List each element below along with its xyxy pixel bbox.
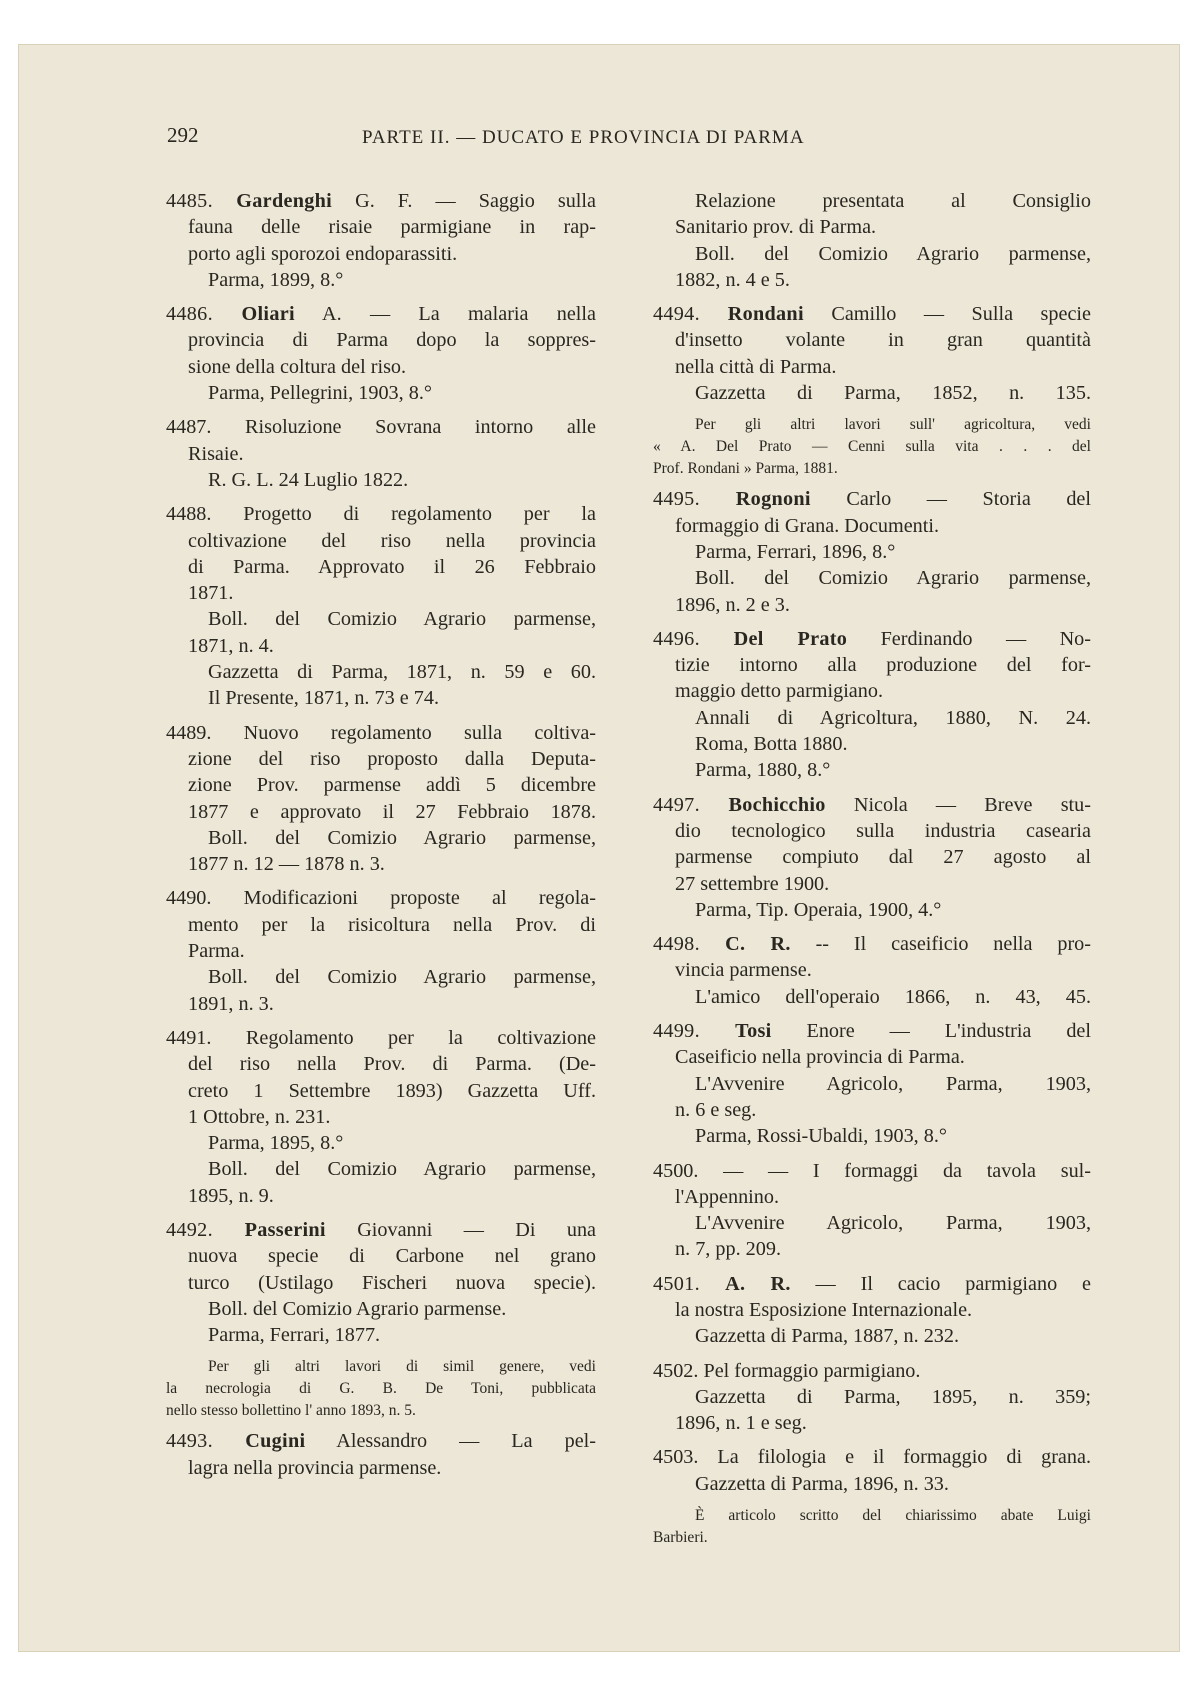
entry-text: 1877 e approvato il 27 Febbraio 1878. — [188, 800, 596, 823]
entry-line — [653, 539, 1091, 565]
entry-text: 1895, n. 9. — [188, 1184, 274, 1207]
entry-line — [653, 1210, 1091, 1236]
entry-number: 4494. — [653, 303, 728, 326]
entry-text: Caseificio nella provincia di Parma. — [675, 1046, 965, 1069]
bibliography-entry — [653, 1018, 1091, 1149]
entry-line — [166, 214, 596, 240]
entry-text: Per gli altri lavori sull' agricoltura, vedi — [695, 416, 1091, 434]
entry-text: la nostra Esposizione Internazionale. — [675, 1298, 973, 1321]
entry-text: Il Presente, 1871, n. 73 e 74. — [208, 687, 439, 710]
entry-line — [166, 1378, 596, 1400]
entry-number: 4501. — [653, 1272, 726, 1295]
bibliography-entry — [653, 486, 1091, 617]
entry-text: Carlo — Storia del — [810, 488, 1091, 511]
entry-text: l'Appennino. — [675, 1185, 780, 1208]
entry-line — [653, 380, 1091, 406]
entry-line — [653, 957, 1091, 983]
entry-number: 4486. — [166, 303, 242, 326]
entry-text: n. 6 e seg. — [675, 1098, 757, 1121]
entry-text: 4489. Nuovo regolamento sulla coltiva- — [166, 721, 596, 744]
entry-line — [166, 528, 596, 554]
entry-number: 4493. — [166, 1430, 246, 1453]
entry-line — [653, 1184, 1091, 1210]
author-name: A. R. — [725, 1272, 791, 1295]
entry-text: nuova specie di Carbone nel grano — [188, 1245, 596, 1268]
author-name: C. R. — [725, 933, 791, 956]
entry-line — [653, 188, 1091, 214]
bibliography-entry — [166, 1025, 596, 1209]
entry-line — [166, 501, 596, 527]
entry-text: dio tecnologico sulla industria casearia — [675, 819, 1091, 842]
entry-line — [166, 772, 596, 798]
entry-line — [653, 1097, 1091, 1123]
author-name: Passerini — [244, 1218, 326, 1241]
entry-text: Parma, 1899, 8.° — [208, 268, 344, 291]
author-name: Tosi — [735, 1020, 772, 1043]
entry-line — [653, 1158, 1091, 1184]
entry-line — [166, 851, 596, 877]
entry-text: vincia parmense. — [675, 959, 812, 982]
entry-text: n. 7, pp. 209. — [675, 1238, 781, 1261]
running-head: PARTE II. — DUCATO E PROVINCIA DI PARMA — [362, 127, 805, 148]
entry-line — [166, 1400, 596, 1422]
entry-text: Camillo — Sulla specie — [803, 303, 1091, 326]
entry-line — [166, 554, 596, 580]
entry-text: Relazione presentata al Consiglio — [695, 190, 1091, 212]
entry-text: zione Prov. parmense addì 5 dicembre — [188, 774, 596, 797]
author-name: Rondani — [727, 303, 804, 326]
entry-text: Roma, Botta 1880. — [695, 733, 848, 756]
entry-text: Boll. del Comizio Agrario parmense, — [208, 826, 596, 849]
bibliography-entry — [653, 1444, 1091, 1497]
entry-text: 4502. Pel formaggio parmigiano. — [653, 1359, 921, 1382]
entry-line — [653, 1505, 1091, 1527]
entry-text: 4503. La filologia e il formaggio di grana. — [653, 1446, 1091, 1469]
entry-line — [166, 1243, 596, 1269]
author-name: Rognoni — [735, 488, 811, 511]
entry-text: porto agli sporozoi endoparassiti. — [188, 242, 458, 265]
entry-text: 1896, n. 2 e 3. — [675, 593, 790, 616]
entry-line — [166, 441, 596, 467]
entry-line — [166, 327, 596, 353]
entry-line — [166, 1183, 596, 1209]
entry-line — [653, 844, 1091, 870]
entry-number: 4498. — [653, 933, 726, 956]
entry-line — [166, 267, 596, 293]
entry-text: — Il cacio parmigiano e — [790, 1272, 1091, 1295]
entry-text: « A. Del Prato — Cenni sulla vita . . . del — [653, 438, 1091, 456]
entry-text: Parma, Rossi-Ubaldi, 1903, 8.° — [695, 1125, 947, 1148]
entry-text: A. — La malaria nella — [294, 303, 596, 326]
entry-text: mento per la risicoltura nella Prov. di — [188, 913, 596, 936]
entry-text: Boll. del Comizio Agrario parmense. — [208, 1297, 507, 1320]
entry-text: Parma, 1880, 8.° — [695, 759, 831, 782]
bibliography-entry — [653, 188, 1091, 293]
entry-line — [166, 1322, 596, 1348]
entry-text: 1877 n. 12 — 1878 n. 3. — [188, 853, 385, 876]
entry-line — [653, 1018, 1091, 1044]
entry-text: Parma, Ferrari, 1877. — [208, 1324, 381, 1347]
entry-text: del riso nella Prov. di Parma. (De- — [188, 1053, 596, 1076]
author-name: Del Prato — [733, 627, 848, 650]
entry-text: 1871. — [188, 582, 234, 605]
entry-line — [166, 1104, 596, 1130]
entry-text: maggio detto parmigiano. — [675, 680, 883, 703]
bibliography-entry — [653, 1358, 1091, 1437]
entry-line — [166, 991, 596, 1017]
entry-text: Parma, Tip. Operaia, 1900, 4.° — [695, 898, 942, 921]
entry-text: 4488. Progetto di regolamento per la — [166, 503, 596, 526]
entry-text: Boll. del Comizio Agrario parmense, — [208, 1158, 596, 1181]
entry-text: È articolo scritto del chiarissimo abate Luigi — [695, 1507, 1091, 1525]
author-name: Bochicchio — [728, 793, 826, 816]
entry-line — [653, 705, 1091, 731]
entry-number: 4499. — [653, 1020, 736, 1043]
entry-text: provincia di Parma dopo la soppres- — [188, 329, 596, 352]
bibliography-entry — [166, 720, 596, 878]
entry-line — [166, 414, 596, 440]
bibliography-entry — [166, 1217, 596, 1348]
entry-text: formaggio di Grana. Documenti. — [675, 514, 940, 537]
entry-text: Boll. del Comizio Agrario parmense, — [208, 966, 596, 989]
entry-line — [166, 1455, 596, 1481]
entry-text: L'Avvenire Agricolo, Parma, 1903, — [695, 1072, 1091, 1095]
entry-line — [166, 1051, 596, 1077]
entry-text: 1896, n. 1 e seg. — [675, 1412, 807, 1435]
entry-line — [166, 188, 596, 214]
entry-text: 1871, n. 4. — [188, 634, 274, 657]
entry-text: Boll. del Comizio Agrario parmense, — [695, 567, 1091, 590]
entry-line — [653, 1358, 1091, 1384]
entry-text: 1891, n. 3. — [188, 992, 274, 1015]
entry-text: -- Il caseificio nella pro- — [790, 933, 1091, 956]
entry-text: Giovanni — Di una — [325, 1218, 596, 1241]
author-name: Oliari — [241, 303, 295, 326]
entry-text: Enore — L'industria del — [771, 1020, 1091, 1043]
entry-line — [653, 1071, 1091, 1097]
entry-line — [166, 720, 596, 746]
entry-text: Nicola — Breve stu- — [825, 793, 1091, 816]
entry-text: Gazzetta di Parma, 1852, n. 135. — [695, 382, 1091, 405]
entry-line — [653, 214, 1091, 240]
entry-text: nella città di Parma. — [675, 355, 837, 378]
entry-text: Per gli altri lavori di simil genere, vedi — [208, 1358, 596, 1376]
entry-line — [653, 818, 1091, 844]
entry-line — [653, 1527, 1091, 1549]
entry-text: Ferdinando — No- — [847, 627, 1091, 650]
entry-line — [653, 1410, 1091, 1436]
entry-line — [653, 792, 1091, 818]
entry-line — [653, 1444, 1091, 1470]
entry-line — [653, 678, 1091, 704]
entry-line — [166, 1270, 596, 1296]
entry-text: 1882, n. 4 e 5. — [675, 268, 790, 291]
entry-line — [166, 354, 596, 380]
entry-line — [653, 327, 1091, 353]
entry-text: Sanitario prov. di Parma. — [675, 216, 877, 239]
entry-line — [653, 1123, 1091, 1149]
entry-number: 4497. — [653, 793, 729, 816]
entry-text: 27 settembre 1900. — [675, 872, 830, 895]
entry-text: Gazzetta di Parma, 1887, n. 232. — [695, 1325, 960, 1348]
entry-text: lagra nella provincia parmense. — [188, 1456, 442, 1479]
entry-line — [166, 825, 596, 851]
bibliography-entry — [166, 188, 596, 293]
entry-text: Boll. del Comizio Agrario parmense, — [695, 242, 1091, 265]
entry-line — [166, 799, 596, 825]
entry-line — [166, 1217, 596, 1243]
entry-line — [653, 592, 1091, 618]
entry-text: fauna delle risaie parmigiane in rap- — [188, 216, 596, 239]
page-number: 292 — [167, 123, 199, 147]
entry-number: 4492. — [166, 1218, 245, 1241]
bibliography-entry — [653, 931, 1091, 1010]
entry-line — [166, 580, 596, 606]
entry-text: parmense compiuto dal 27 agosto al — [675, 846, 1091, 869]
entry-text: Parma. — [188, 940, 245, 963]
entry-line — [166, 938, 596, 964]
entry-text: nello stesso bollettino l' anno 1893, n. 5. — [166, 1402, 416, 1420]
entry-line — [166, 685, 596, 711]
entry-line — [653, 1044, 1091, 1070]
entry-line — [653, 301, 1091, 327]
author-name: Gardenghi — [236, 190, 333, 212]
entry-text: coltivazione del riso nella provincia — [188, 529, 596, 552]
entry-text: turco (Ustilago Fischeri nuova specie). — [188, 1271, 596, 1294]
entry-number: 4495. — [653, 488, 736, 511]
footnote — [166, 1356, 596, 1422]
bibliography-entry — [653, 1271, 1091, 1350]
right-column — [653, 188, 1091, 1555]
bibliography-entry — [166, 301, 596, 406]
entry-text: Parma, 1895, 8.° — [208, 1132, 344, 1155]
entry-line — [653, 871, 1091, 897]
bibliography-entry — [166, 885, 596, 1016]
entry-line — [653, 513, 1091, 539]
entry-line — [653, 757, 1091, 783]
author-name: Cugini — [245, 1430, 306, 1453]
entry-text: zione del riso proposto dalla Deputa- — [188, 747, 596, 770]
entry-text: di Parma. Approvato il 26 Febbraio — [188, 555, 596, 578]
bibliography-entry — [653, 1158, 1091, 1263]
entry-number: 4485. — [166, 190, 237, 212]
bibliography-entry — [166, 501, 596, 711]
entry-line — [653, 652, 1091, 678]
entry-text: Alessandro — La pel- — [305, 1430, 596, 1453]
entry-text: 4487. Risoluzione Sovrana intorno alle — [166, 416, 596, 439]
bibliography-entry — [166, 1428, 596, 1481]
entry-line — [166, 912, 596, 938]
entry-line — [166, 1078, 596, 1104]
entry-text: 4491. Regolamento per la coltivazione — [166, 1026, 596, 1049]
entry-line — [653, 436, 1091, 458]
entry-line — [653, 458, 1091, 480]
entry-line — [653, 1471, 1091, 1497]
entry-text: sione della coltura del riso. — [188, 355, 407, 378]
footnote — [653, 414, 1091, 480]
entry-text: Gazzetta di Parma, 1871, n. 59 e 60. — [208, 661, 596, 684]
left-column — [166, 188, 596, 1489]
entry-line — [653, 1271, 1091, 1297]
entry-line — [166, 380, 596, 406]
bibliography-entry — [166, 414, 596, 493]
entry-text: G. F. — Saggio sulla — [332, 190, 596, 212]
entry-line — [166, 1025, 596, 1051]
entry-text: Risaie. — [188, 442, 244, 465]
entry-text: Boll. del Comizio Agrario parmense, — [208, 608, 596, 631]
entry-line — [653, 984, 1091, 1010]
bibliography-entry — [653, 626, 1091, 784]
entry-line — [166, 467, 596, 493]
page-header — [167, 123, 897, 157]
entry-line — [653, 731, 1091, 757]
entry-text: L'Avvenire Agricolo, Parma, 1903, — [695, 1212, 1091, 1235]
entry-line — [166, 241, 596, 267]
entry-text: Parma, Ferrari, 1896, 8.° — [695, 540, 896, 563]
entry-line — [653, 267, 1091, 293]
entry-line — [166, 1428, 596, 1454]
entry-line — [653, 897, 1091, 923]
entry-text: 1 Ottobre, n. 231. — [188, 1105, 331, 1128]
entry-line — [166, 659, 596, 685]
entry-line — [653, 486, 1091, 512]
entry-line — [653, 1323, 1091, 1349]
entry-line — [653, 354, 1091, 380]
entry-line — [653, 565, 1091, 591]
entry-line — [166, 1130, 596, 1156]
entry-text: 4490. Modificazioni proposte al regola- — [166, 887, 596, 910]
entry-text: Annali di Agricoltura, 1880, N. 24. — [695, 706, 1091, 729]
entry-line — [653, 931, 1091, 957]
entry-text: 4500. — — I formaggi da tavola sul- — [653, 1159, 1091, 1182]
entry-text: la necrologia di G. B. De Toni, pubblicata — [166, 1380, 596, 1398]
entry-line — [653, 1236, 1091, 1262]
entry-text: Parma, Pellegrini, 1903, 8.° — [208, 382, 432, 405]
entry-line — [166, 606, 596, 632]
entry-text: tizie intorno alla produzione del for- — [675, 654, 1091, 677]
entry-line — [653, 1297, 1091, 1323]
entry-line — [166, 1296, 596, 1322]
bibliography-entry — [653, 301, 1091, 406]
entry-text: L'amico dell'operaio 1866, n. 43, 45. — [695, 985, 1091, 1008]
entry-line — [166, 964, 596, 990]
entry-line — [166, 1156, 596, 1182]
entry-text: Prof. Rondani » Parma, 1881. — [653, 460, 838, 478]
entry-line — [166, 1356, 596, 1378]
entry-text: creto 1 Settembre 1893) Gazzetta Uff. — [188, 1079, 596, 1102]
entry-line — [166, 885, 596, 911]
entry-number: 4496. — [653, 627, 734, 650]
entry-text: Barbieri. — [653, 1529, 708, 1547]
bibliography-entry — [653, 792, 1091, 923]
entry-line — [166, 633, 596, 659]
entry-text: d'insetto volante in gran quantità — [675, 329, 1091, 352]
entry-text: Gazzetta di Parma, 1895, n. 359; — [695, 1385, 1091, 1408]
entry-line — [653, 1384, 1091, 1410]
entry-line — [653, 414, 1091, 436]
entry-text: R. G. L. 24 Luglio 1822. — [208, 468, 409, 491]
entry-line — [653, 626, 1091, 652]
entry-line — [653, 241, 1091, 267]
footnote — [653, 1505, 1091, 1549]
entry-text: Gazzetta di Parma, 1896, n. 33. — [695, 1472, 949, 1495]
entry-line — [166, 301, 596, 327]
entry-line — [166, 746, 596, 772]
